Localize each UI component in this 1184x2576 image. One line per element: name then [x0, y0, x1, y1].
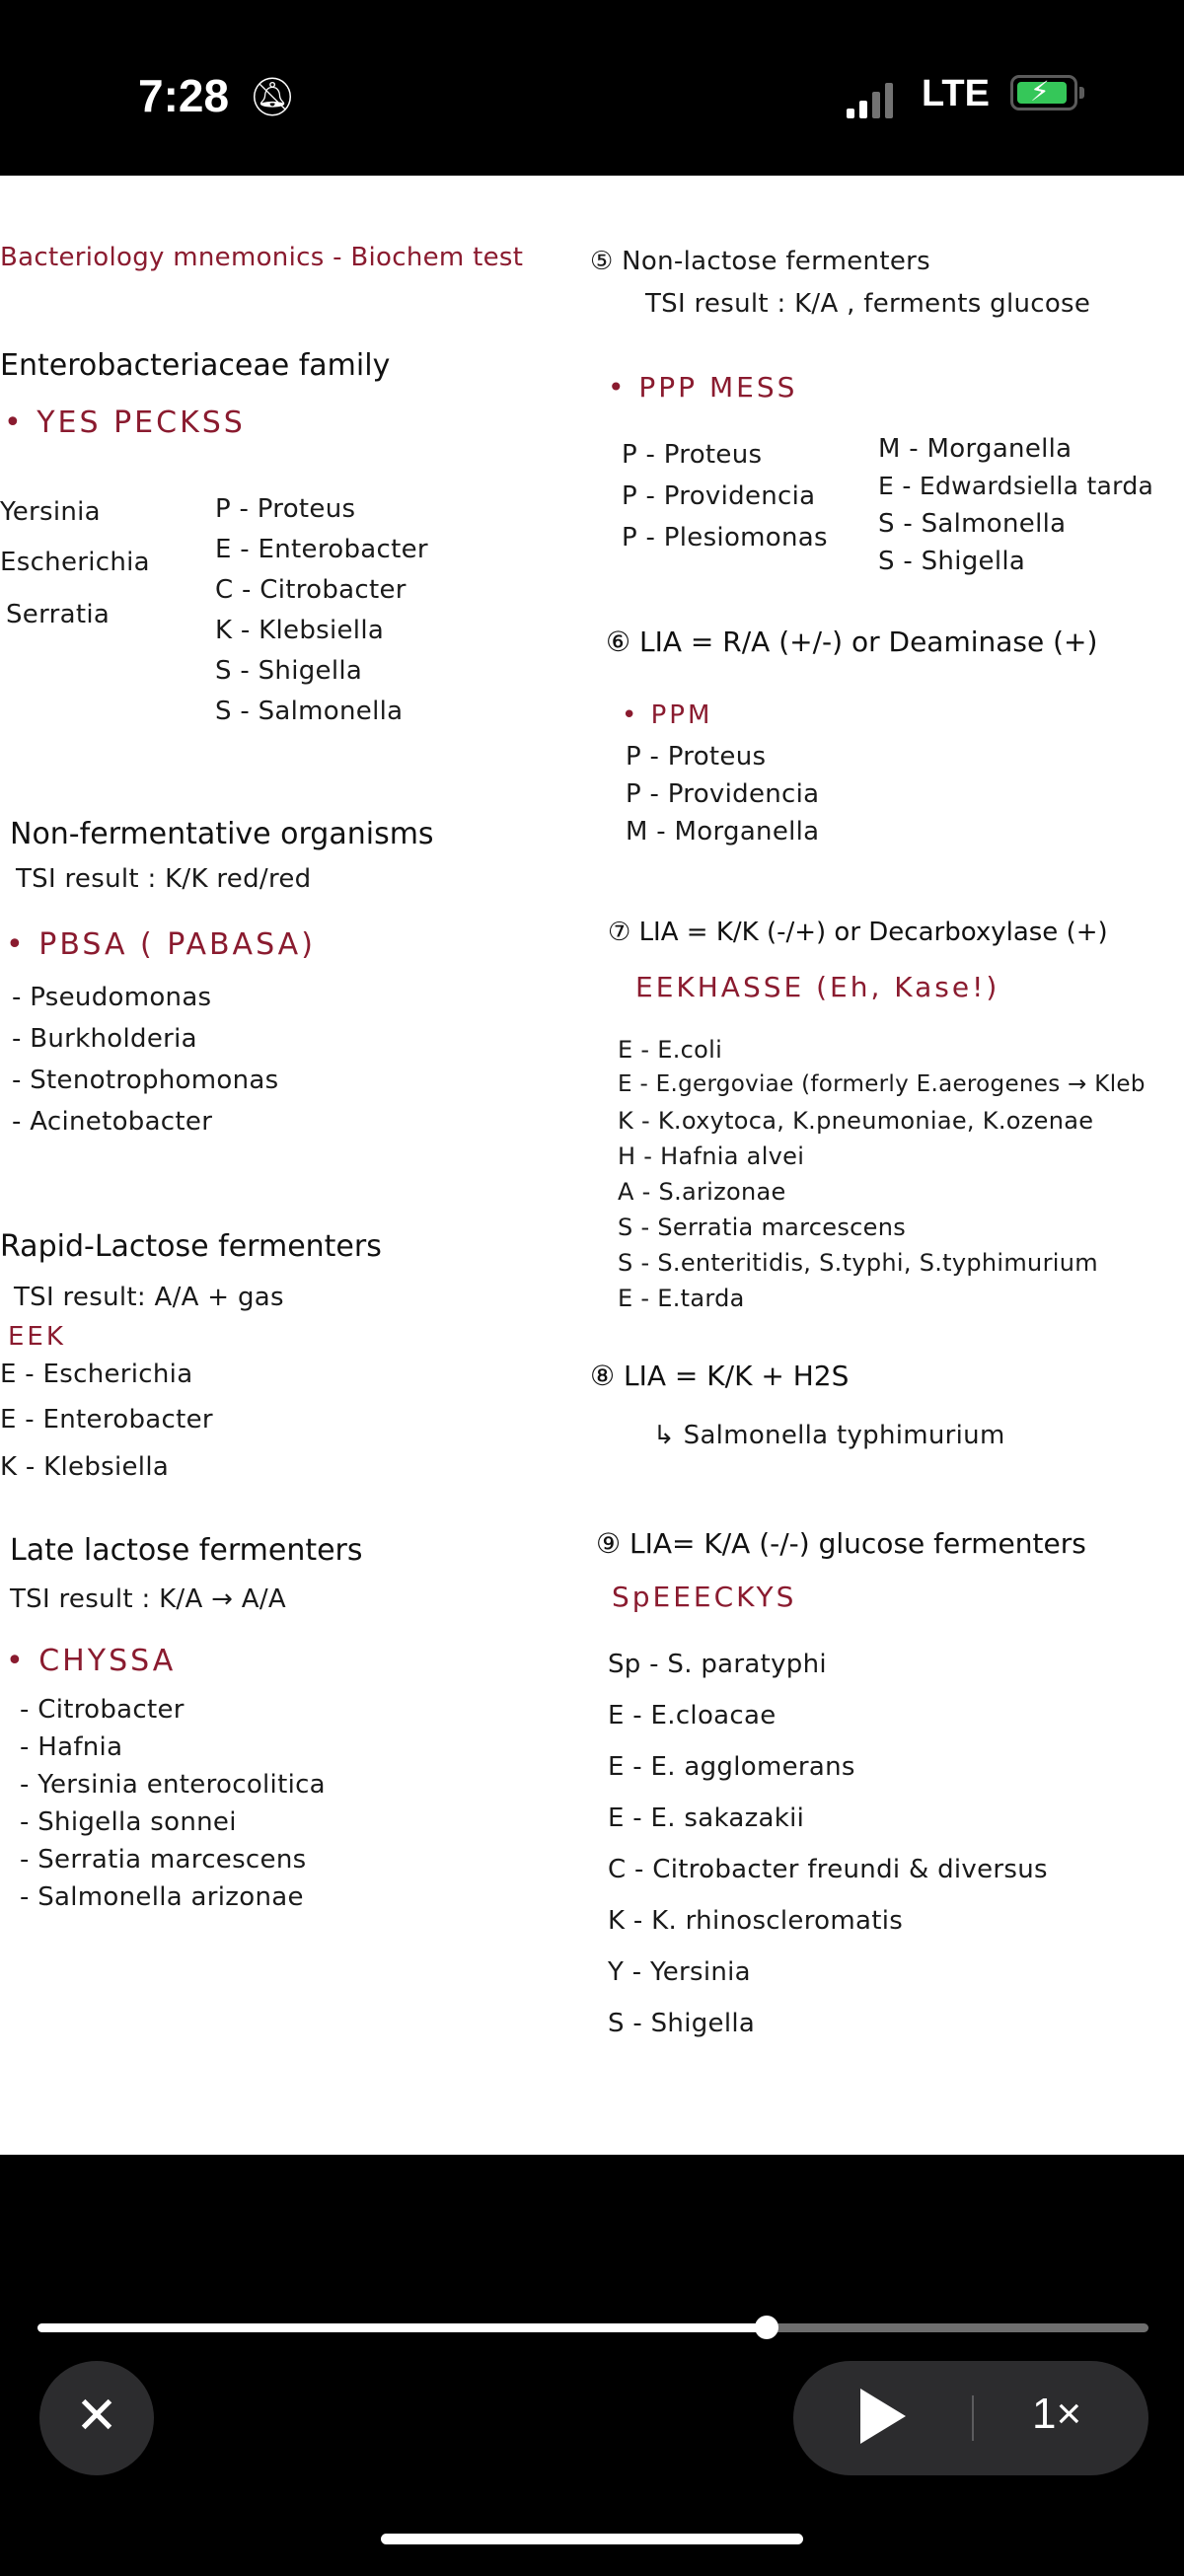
- list-item: A - S.arizonae: [618, 1178, 786, 1206]
- list-item: E - E. sakazakii: [608, 1803, 805, 1833]
- rapid-heading: Rapid-Lactose fermenters: [0, 1229, 382, 1264]
- signal-icon: [847, 79, 896, 118]
- list-item: S - S.enteritidis, S.typhi, S.typhimurium: [618, 1249, 1098, 1277]
- list-item: - Yersinia enterocolitica: [20, 1770, 326, 1800]
- list-item: M - Morganella: [626, 817, 820, 846]
- section-6-heading: ⑥ LIA = R/A (+/-) or Deaminase (+): [606, 626, 1098, 658]
- bell-slash-icon: 🔕︎: [249, 75, 297, 118]
- list-item: Yersinia: [0, 497, 101, 527]
- list-item: E - E. agglomerans: [608, 1752, 855, 1782]
- list-item: P - Proteus: [215, 494, 356, 524]
- list-item: S - Salmonella: [878, 509, 1067, 539]
- list-item: Sp - S. paratyphi: [608, 1650, 827, 1679]
- section-5-tsi: TSI result : K/A , ferments glucose: [645, 289, 1091, 319]
- network-type: LTE: [922, 73, 990, 114]
- list-item: K - K.oxytoca, K.pneumoniae, K.ozenae: [618, 1107, 1094, 1135]
- late-heading: Late lactose fermenters: [10, 1533, 363, 1568]
- nonferm-tsi: TSI result : K/K red/red: [16, 864, 312, 894]
- list-item: - Hafnia: [20, 1732, 123, 1762]
- list-item: E - Escherichia: [0, 1360, 193, 1389]
- list-item: M - Morganella: [878, 434, 1073, 464]
- section-7-heading: ⑦ LIA = K/K (-/+) or Decarboxylase (+): [608, 918, 1108, 947]
- mnemonic-pbsa: • PBSA ( PABASA): [6, 927, 316, 962]
- nonferm-heading: Non-fermentative organisms: [10, 817, 434, 851]
- list-item: K - Klebsiella: [215, 616, 385, 645]
- list-item: - Acinetobacter: [12, 1107, 213, 1137]
- list-item: E - Enterobacter: [215, 535, 428, 564]
- list-item: - Stenotrophomonas: [12, 1066, 279, 1095]
- mnemonic-yes-peckss: • YES PECKSS: [4, 405, 246, 440]
- list-item: P - Providencia: [626, 779, 820, 809]
- mnemonic-eekhasse: EEKHASSE (Eh, Kase!): [635, 971, 1000, 1003]
- progress-fill: [37, 2323, 767, 2332]
- page-title: Bacteriology mnemonics - Biochem test: [0, 243, 524, 272]
- list-item: Escherichia: [0, 548, 150, 577]
- progress-handle[interactable]: [755, 2316, 778, 2339]
- rapid-tsi: TSI result: A/A + gas: [14, 1283, 284, 1312]
- playback-pill: [793, 2361, 1148, 2475]
- section-5-heading: ⑤ Non-lactose fermenters: [590, 247, 930, 276]
- list-item: E - E.tarda: [618, 1285, 745, 1312]
- list-item: E - E.gergoviae (formerly E.aerogenes → Kleb: [618, 1071, 1146, 1097]
- list-item: S - Shigella: [878, 547, 1026, 576]
- family-heading: Enterobacteriaceae family: [0, 348, 391, 383]
- list-item: P - Plesiomonas: [622, 523, 828, 552]
- notes-page: [0, 176, 1184, 2155]
- mnemonic-speeeckys: SpEEECKYS: [612, 1581, 797, 1613]
- late-tsi: TSI result : K/A → A/A: [10, 1584, 287, 1614]
- clock: 7:28: [138, 70, 230, 121]
- list-item: Y - Yersinia: [608, 1957, 751, 1987]
- mnemonic-ppm: • PPM: [622, 700, 713, 730]
- list-item: S - Shigella: [608, 2009, 756, 2038]
- list-item: H - Hafnia alvei: [618, 1142, 805, 1170]
- list-item: E - E.cloacae: [608, 1701, 777, 1730]
- status-bar: [0, 0, 1184, 178]
- list-item: P - Proteus: [626, 742, 767, 772]
- list-item: S - Serratia marcescens: [618, 1214, 907, 1241]
- close-button[interactable]: [39, 2361, 154, 2475]
- section-8-item: ↳ Salmonella typhimurium: [653, 1421, 1005, 1450]
- list-item: - Serratia marcescens: [20, 1845, 307, 1875]
- mnemonic-eek: EEK: [8, 1322, 66, 1352]
- list-item: S - Salmonella: [215, 697, 404, 726]
- play-icon[interactable]: [860, 2389, 906, 2444]
- list-item: - Salmonella arizonae: [20, 1882, 304, 1912]
- list-item: E - Edwardsiella tarda: [878, 472, 1154, 500]
- section-8-heading: ⑧ LIA = K/K + H2S: [590, 1360, 850, 1392]
- list-item: E - E.coli: [618, 1036, 723, 1064]
- battery-charging-icon: ⚡: [1010, 75, 1077, 110]
- list-item: - Burkholderia: [12, 1024, 197, 1054]
- list-item: P - Providencia: [622, 481, 816, 511]
- mnemonic-chyssa: • CHYSSA: [6, 1644, 177, 1678]
- list-item: P - Proteus: [622, 440, 763, 470]
- home-indicator[interactable]: [381, 2534, 803, 2544]
- list-item: Serratia: [6, 600, 111, 629]
- list-item: K - K. rhinoscleromatis: [608, 1906, 904, 1936]
- list-item: K - Klebsiella: [0, 1452, 170, 1482]
- list-item: - Pseudomonas: [12, 983, 212, 1012]
- section-9-heading: ⑨ LIA= K/A (-/-) glucose fermenters: [596, 1527, 1086, 1560]
- list-item: - Citrobacter: [20, 1695, 185, 1725]
- mnemonic-ppp-mess: • PPP MESS: [608, 371, 798, 404]
- list-item: C - Citrobacter: [215, 575, 407, 605]
- list-item: - Shigella sonnei: [20, 1807, 237, 1837]
- playback-speed-button[interactable]: 1×: [1032, 2390, 1082, 2438]
- close-icon: ✕: [75, 2387, 118, 2446]
- list-item: C - Citrobacter freundi & diversus: [608, 1855, 1048, 1884]
- list-item: E - Enterobacter: [0, 1405, 213, 1435]
- list-item: S - Shigella: [215, 656, 363, 686]
- divider: [972, 2395, 974, 2441]
